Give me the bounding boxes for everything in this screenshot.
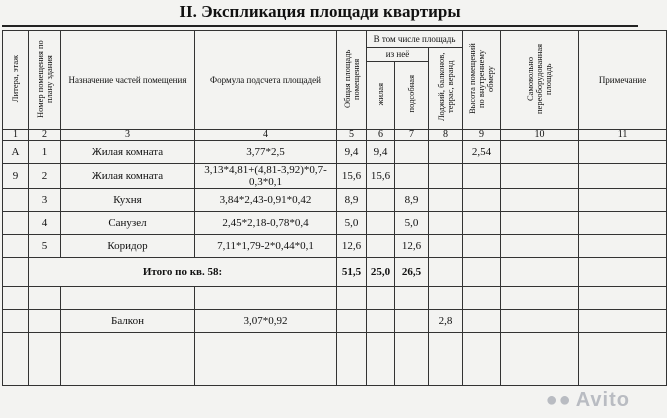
- living-area-cell: 15,6: [367, 164, 395, 189]
- total-area-cell: 8,9: [337, 189, 367, 212]
- room-number-cell: 2: [29, 164, 61, 189]
- height-cell: [463, 235, 501, 258]
- room-name-cell: Жилая комната: [61, 164, 195, 189]
- note-cell: [579, 258, 667, 287]
- formula-cell: 3,84*2,43-0,91*0,42: [195, 189, 337, 212]
- formula-cell: 7,11*1,79-2*0,44*0,1: [195, 235, 337, 258]
- living-area-cell: [367, 235, 395, 258]
- aux-area-cell: 26,5: [395, 258, 429, 287]
- self-built-cell: [501, 310, 579, 333]
- header-formula: Формула подсчета площадей: [195, 31, 337, 130]
- height-cell: [463, 258, 501, 287]
- self-built-cell: [501, 189, 579, 212]
- total-row: [3, 258, 667, 287]
- room-number-cell: 4: [29, 212, 61, 235]
- header-total-area: Общая площадь помещения: [337, 31, 367, 130]
- empty-cell: [3, 287, 29, 310]
- height-cell: [463, 310, 501, 333]
- loggia-area-cell: [429, 258, 463, 287]
- total-area-cell: 9,4: [337, 141, 367, 164]
- loggia-area-cell: [429, 235, 463, 258]
- room-number-cell: 5: [29, 235, 61, 258]
- loggia-area-cell: [429, 141, 463, 164]
- empty-cell: [463, 333, 501, 386]
- note-cell: [579, 189, 667, 212]
- empty-cell: [3, 333, 29, 386]
- living-area-cell: [367, 189, 395, 212]
- table-row: [3, 164, 667, 189]
- table-row: [3, 141, 667, 164]
- empty-cell: [579, 333, 667, 386]
- formula-cell: 2,45*2,18-0,78*0,4: [195, 212, 337, 235]
- self-built-cell: [501, 164, 579, 189]
- aux-area-cell: [395, 141, 429, 164]
- height-cell: [463, 212, 501, 235]
- living-area-cell: [367, 212, 395, 235]
- page-title: II. Экспликация площади квартиры: [179, 2, 461, 21]
- empty-cell: [61, 333, 195, 386]
- note-cell: [579, 235, 667, 258]
- title-underline: [2, 25, 638, 27]
- header-of-which: из неё: [367, 48, 429, 62]
- balcony-row: [3, 310, 667, 333]
- aux-area-cell: 12,6: [395, 235, 429, 258]
- explication-table: [2, 30, 667, 386]
- height-cell: [463, 164, 501, 189]
- header-room-name: Назначение частей помещения: [61, 31, 195, 130]
- empty-cell: [29, 310, 61, 333]
- loggia-area-cell: [429, 189, 463, 212]
- header-self-built: Самовольно переоборудованная площадь: [501, 31, 579, 130]
- column-number: 4: [195, 130, 337, 141]
- litera-cell: [3, 235, 29, 258]
- header-auxiliary: подсобная: [395, 61, 429, 129]
- empty-cell: [395, 333, 429, 386]
- aux-area-cell: [395, 164, 429, 189]
- empty-cell: [429, 333, 463, 386]
- column-number: 11: [579, 130, 667, 141]
- column-number: 1: [3, 130, 29, 141]
- total-area-cell: 51,5: [337, 258, 367, 287]
- column-numbers-row: [3, 130, 667, 141]
- note-cell: [579, 164, 667, 189]
- header-loggia: Лоджий, балконов, террас, веранд: [429, 48, 463, 130]
- empty-cell: [3, 310, 29, 333]
- self-built-cell: [501, 258, 579, 287]
- note-cell: [579, 310, 667, 333]
- self-built-cell: [501, 212, 579, 235]
- total-label: Итого по кв. 58:: [29, 258, 337, 287]
- column-number: 5: [337, 130, 367, 141]
- empty-cell: [395, 287, 429, 310]
- header-litera: Литера, этаж: [3, 31, 29, 130]
- header-including: В том числе площадь: [367, 31, 463, 48]
- total-area-cell: 5,0: [337, 212, 367, 235]
- empty-cell: [195, 287, 337, 310]
- empty-cell: [61, 287, 195, 310]
- column-number: 10: [501, 130, 579, 141]
- empty-row: [3, 287, 667, 310]
- column-number: 9: [463, 130, 501, 141]
- room-name-cell: Коридор: [61, 235, 195, 258]
- total-area-cell: 12,6: [337, 235, 367, 258]
- empty-cell: [463, 287, 501, 310]
- empty-cell: [337, 287, 367, 310]
- formula-cell: 3,77*2,5: [195, 141, 337, 164]
- empty-cell: [501, 287, 579, 310]
- litera-cell: А: [3, 141, 29, 164]
- aux-area-cell: 5,0: [395, 212, 429, 235]
- column-number: 6: [367, 130, 395, 141]
- header-note: Примечание: [579, 31, 667, 130]
- empty-cell: [195, 333, 337, 386]
- header-living: жилая: [367, 61, 395, 129]
- living-area-cell: [367, 310, 395, 333]
- height-cell: [463, 189, 501, 212]
- litera-cell: [3, 189, 29, 212]
- note-cell: [579, 141, 667, 164]
- empty-cell: [29, 333, 61, 386]
- note-cell: [579, 212, 667, 235]
- empty-cell: [3, 258, 29, 287]
- self-built-cell: [501, 235, 579, 258]
- living-area-cell: 9,4: [367, 141, 395, 164]
- loggia-area-cell: [429, 164, 463, 189]
- empty-cell: [429, 287, 463, 310]
- room-name-cell: Санузел: [61, 212, 195, 235]
- total-area-cell: [337, 310, 367, 333]
- aux-area-cell: [395, 310, 429, 333]
- empty-cell: [579, 287, 667, 310]
- litera-cell: [3, 212, 29, 235]
- room-number-cell: 3: [29, 189, 61, 212]
- column-number: 2: [29, 130, 61, 141]
- loggia-area-cell: [429, 212, 463, 235]
- column-number: 8: [429, 130, 463, 141]
- total-area-cell: 15,6: [337, 164, 367, 189]
- living-area-cell: 25,0: [367, 258, 395, 287]
- table-row: [3, 212, 667, 235]
- aux-area-cell: 8,9: [395, 189, 429, 212]
- table-row: [3, 235, 667, 258]
- self-built-cell: [501, 141, 579, 164]
- height-cell: 2,54: [463, 141, 501, 164]
- room-name-cell: Кухня: [61, 189, 195, 212]
- formula-cell: 3,07*0,92: [195, 310, 337, 333]
- loggia-area-cell: 2,8: [429, 310, 463, 333]
- empty-cell: [501, 333, 579, 386]
- header-height: Высота помещений по внутреннему обмеру: [463, 31, 501, 130]
- room-name-cell: Балкон: [61, 310, 195, 333]
- watermark-text: Avito: [575, 389, 630, 411]
- litera-cell: 9: [3, 164, 29, 189]
- empty-row: [3, 333, 667, 386]
- avito-logo-icon: ●●: [545, 389, 572, 411]
- room-number-cell: 1: [29, 141, 61, 164]
- room-name-cell: Жилая комната: [61, 141, 195, 164]
- column-number: 3: [61, 130, 195, 141]
- watermark: [546, 389, 630, 412]
- empty-cell: [367, 287, 395, 310]
- formula-cell: 3,13*4,81+(4,81-3,92)*0,7-0,3*0,1: [195, 164, 337, 189]
- table-row: [3, 189, 667, 212]
- empty-cell: [337, 333, 367, 386]
- empty-cell: [29, 287, 61, 310]
- column-number: 7: [395, 130, 429, 141]
- header-room-number: Номер помещения по плану здания: [29, 31, 61, 130]
- empty-cell: [367, 333, 395, 386]
